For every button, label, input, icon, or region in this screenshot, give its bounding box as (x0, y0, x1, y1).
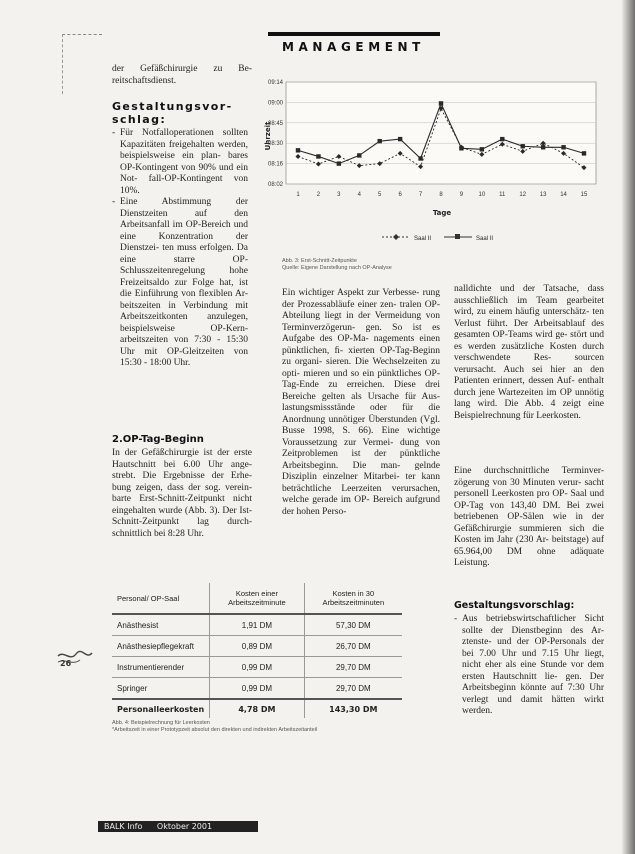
table-total-cell: Personalleerkosten (112, 699, 210, 718)
x-tick-label: 1 (296, 192, 300, 198)
table-cell: 0,99 DM (210, 678, 304, 700)
col1-bullet-2: - Eine Abstimmung der Dienstzeiten auf den Arbeitsanfall im OP-Bereich und eine Konzentration der Dienstzei- ten muss erfolgen. Da eine starre OP-Schlusszeitenregelung hohe Freizeitsaldo zur Folge hat, ist die Einführung von flexiblen Ar- beitszeiten in Verbindung mit Arbeitszeitkonten anzulegen, beispielsweise OP-Kern- arbeitszeiten von 7:30 - 15:30 Uhr mit OP-Gleitzeiten von 15:30 - 18:00 Uhr. (112, 197, 248, 370)
col1-heading: Gestaltungsvor- schlag: (112, 100, 233, 126)
y-tick-label: 08:30 (267, 141, 283, 148)
data-point-square (296, 148, 300, 152)
data-point-square (561, 145, 565, 149)
legend-marker-2 (455, 234, 460, 239)
plot-area (286, 82, 596, 184)
line-chart (262, 72, 612, 252)
data-point-square (521, 144, 525, 148)
data-point-square (357, 153, 361, 157)
table-row (112, 657, 402, 678)
chart-caption (282, 258, 462, 272)
table-cell: Anästhesiepflegekraft (112, 636, 210, 657)
table-cell: Springer (112, 678, 210, 700)
table-header-row (112, 583, 402, 614)
data-point-square (459, 146, 463, 150)
data-point-square (480, 147, 484, 151)
table-cell: 29,70 DM (304, 657, 402, 678)
x-tick-label: 6 (398, 192, 402, 198)
data-point-square (398, 137, 402, 141)
col2-para: Ein wichtiger Aspekt zur Verbesse- rung der Prozessabläufe einer zen- tralen OP-Abteilung liegt in der Vermeidung von Terminverzögerun- gen. So ist es Aufgabe des OP-Ma- nagements einen pünktlichen, ﬁ- xierten OP-Tag-Beginn zu organi- sieren. Die Wechselzeiten zu opti- mieren und so ein pünktliches OP- Tag-Ende zu erreichen. Diese drei Bereiche gelten als Ursache für Aus- lastungsmissstände oder für die Anordnung unnötiger Überstunden (Vgl. Busse 1998, S. 66). Eine wichtige Voraussetzung zur Vermei- dung von Zeitproblemen ist der pünktliche Arbeitsbeginn. Die man- gelnde Disziplin einzelner Mitarbei- ter kann beträchtliche Leerzeiten verursachen, welche gerade im OP- Bereich aufgrund der hohen Perso- (282, 288, 440, 517)
col1-heading-2: 2.OP-Tag-Beginn (112, 434, 204, 445)
y-tick-label: 08:02 (267, 182, 283, 188)
table-row (112, 614, 402, 636)
page-number: 26 (60, 659, 72, 668)
caption-line-1: Abb. 3: Erst-Schnitt-Zeitpunkte (282, 258, 357, 264)
data-point-square (582, 151, 586, 155)
table-footnote (112, 720, 412, 734)
x-tick-label: 4 (357, 192, 361, 198)
data-point-square (337, 161, 341, 165)
table-cell: 0,89 DM (210, 636, 304, 657)
table-row (112, 678, 402, 700)
y-tick-label: 09:00 (267, 100, 283, 107)
table-cell: 57,30 DM (304, 614, 402, 636)
crop-mark (62, 34, 102, 36)
table-cell: 29,70 DM (304, 678, 402, 700)
x-tick-label: 11 (499, 192, 506, 198)
y-tick-label: 09:14 (267, 80, 283, 86)
legend-label-2: Saal II (476, 236, 494, 242)
page-footer (98, 821, 258, 832)
y-tick-label: 08:16 (267, 161, 283, 168)
col1-para-2: In der Gefäßchirurgie ist der erste Hautschnitt bei 6.00 Uhr ange- strebt. Die Ergebnisse der Erhe- bung zeigen, dass der sog. verein- barte Erst-Schnitt-Zeitpunkt nicht eingehalten wurde (Abb. 3). Der Ist-Schnitt-Zeitpunkt lag durch- schnittlich bei 8:28 Uhr. (112, 448, 252, 539)
col3-heading: Gestaltungsvorschlag: (454, 600, 575, 611)
x-tick-label: 9 (459, 192, 464, 198)
data-point-square (500, 137, 504, 141)
col3-bullet-list (454, 614, 604, 718)
table-total-row (112, 699, 402, 718)
table-cell: 0,99 DM (210, 657, 304, 678)
x-axis-label: Tage (432, 209, 452, 217)
x-tick-label: 13 (539, 192, 547, 198)
table-total-cell: 4,78 DM (210, 699, 304, 718)
x-tick-label: 3 (337, 192, 341, 198)
data-point-square (378, 139, 382, 143)
x-tick-label: 14 (560, 192, 567, 198)
x-tick-label: 7 (418, 192, 423, 198)
x-tick-label: 15 (580, 192, 588, 198)
data-point-square (541, 145, 545, 149)
caption-line-2: Quelle: Eigene Darstellung nach OP-Analyse (282, 265, 392, 271)
table-cell: Instrumentierender (112, 657, 210, 678)
table-footnote-1: Abb. 4: Beispielrechnung für Leerkosten (112, 720, 210, 726)
table-cell: 26,70 DM (304, 636, 402, 657)
footer-issue: Oktober 2001 (156, 822, 213, 831)
col1-intro: der Gefäßchirurgie zu Be- reitschaftsdienst. (112, 64, 252, 86)
table-header-cell: Kosten einer Arbeitszeitminute (210, 583, 304, 614)
data-point-square (316, 154, 320, 158)
table-cell: 1,91 DM (210, 614, 304, 636)
col3-para-2: Eine durchschnittliche Terminver- zögerung von 30 Minuten verur- sacht personell Leerkosten pro OP- Saal und OP-Tag von 143,40 DM. Bei zwei betriebenen OP-Sälen wie in der Gefäßchirurgie summieren sich die Kosten im Jahr (230 Ar- beitstage) auf 65.964,00 DM ohne adäquate Leistung. (454, 466, 604, 568)
x-tick-label: 5 (378, 192, 382, 198)
x-tick-label: 12 (519, 192, 527, 198)
section-title: MANAGEMENT (282, 40, 425, 54)
page-edge-shadow (621, 0, 635, 854)
col1-bullet-list (112, 128, 248, 370)
x-tick-label: 10 (478, 192, 486, 198)
legend-marker-1 (393, 234, 399, 240)
header-rule (268, 32, 440, 36)
col3-bullet-1: - Aus betriebswirtschaftlicher Sicht sollte der Dienstbeginn des Ar- ztenste- und der OP-Personals der bei 7.00 Uhr und 7.15 Uhr liegt, nicht eher als eine Stunde vor dem ersten Hautschnitt lie- gen. Der Arbeitsbeginn könnte auf 7:30 Uhr verlegt und damit hätten wirkt werden. (454, 614, 604, 718)
table-row (112, 636, 402, 657)
chart-legend (382, 234, 493, 242)
col3-para-1: nalldichte und der Tatsache, dass ausschließlich im Team gearbeitet wird, zu einem häufig unterschätz- ten Verlust führt. Der Arbeitsablauf des gesamten OP-Teams wird ge- stört und es werden zusätzliche Kosten durch verschwendete Res- sourcen verursacht. Auch sei hier an den Patienten erinnert, dessen Auf- enthalt durch jene Wartezeiten im OP unnötig lang wird. Die Abb. 4 zeigt eine Beispielrechnung für Leerkosten. (454, 284, 604, 421)
crop-mark-vertical (62, 34, 64, 94)
table-cell: Anästhesist (112, 614, 210, 636)
x-tick-label: 8 (439, 192, 443, 198)
table-header-cell: Personal/ OP-Saal (112, 583, 210, 614)
legend-label-1: Saal II (414, 236, 432, 242)
table-header-cell: Kosten in 30 Arbeitszeitminuten (304, 583, 402, 614)
y-tick-label: 08:45 (267, 120, 283, 127)
y-axis-label: Uhrzeit (264, 121, 272, 151)
table-footnote-2: *Arbeitszeit in einer Prototypzeit absolut den direkten und indirekten Arbeitszeitanteil (112, 727, 318, 733)
col1-bullet-1: - Für Notfalloperationen sollten Kapazitäten freigehalten werden, beispielsweise ein plan- bares OP-Kontingent von 90% und ein Not- fall-OP-Kontingent von 10%. (112, 128, 248, 197)
footer-brand: BALK Info (104, 822, 143, 831)
x-tick-labels (296, 192, 588, 198)
data-point-square (418, 156, 422, 160)
cost-table (112, 583, 402, 718)
data-point-square (439, 101, 443, 105)
x-tick-label: 2 (316, 192, 321, 198)
table-total-cell: 143,30 DM (304, 699, 402, 718)
